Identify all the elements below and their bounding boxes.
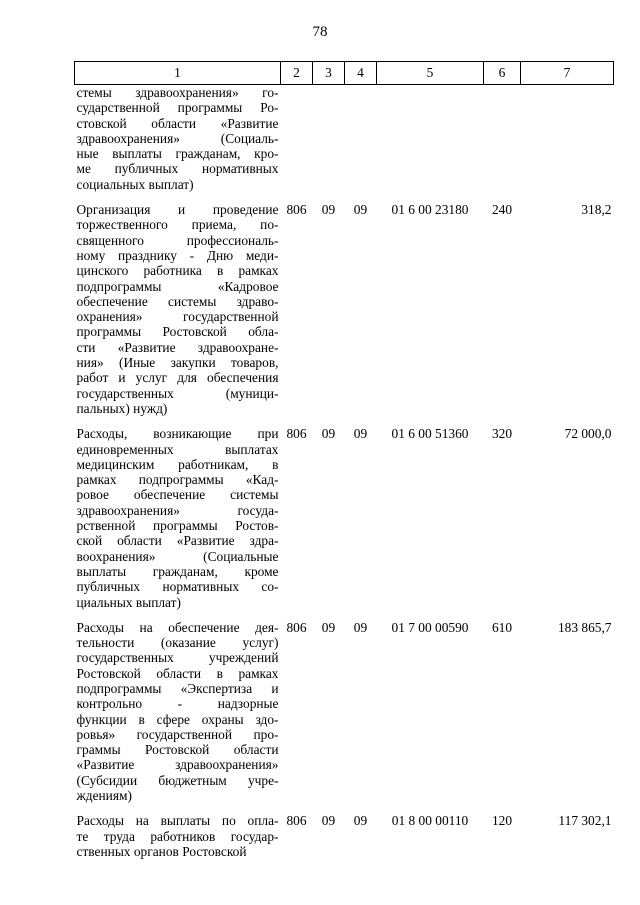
row-spacer: [75, 610, 614, 620]
row-description: [75, 202, 281, 416]
row-target-article: 01 8 00 00110: [391, 813, 469, 829]
description-line: ния» (Иные закупки товаров,: [76, 355, 279, 371]
description-line: ждениям): [76, 788, 132, 804]
row-expense-type: 610: [491, 619, 513, 635]
row-subsection-code: [345, 85, 377, 193]
header-row: [75, 62, 614, 85]
row-target-article: 01 6 00 51360: [391, 426, 469, 442]
header-col-7: 7: [521, 62, 614, 85]
description-line: сти «Развитие здравоохране-: [76, 339, 279, 355]
row-target-article: 01 7 00 00590: [391, 619, 469, 635]
description-line: стовской области «Развитие: [76, 115, 279, 131]
description-line: здравоохранения» госуда-: [76, 502, 279, 518]
row-description: [75, 813, 281, 859]
row-ministry-code: [281, 85, 313, 193]
table-row: [75, 620, 614, 804]
table-row: [75, 426, 614, 610]
description-line: охранения» государственной: [76, 309, 279, 325]
description-line: циальных выплат): [76, 594, 181, 610]
description-line: единовременных выплатах: [76, 441, 279, 457]
description-line: Расходы, возникающие при: [76, 426, 279, 442]
description-line: граммы Ростовской области: [76, 742, 279, 758]
row-section-code: 09: [321, 813, 336, 829]
description-line: ственных органов Ростовской: [76, 843, 247, 859]
row-spacer: [75, 416, 614, 426]
row-amount: 117 302,1: [558, 813, 612, 829]
description-line: программы Ростовской обла-: [76, 324, 279, 340]
row-ministry-code: 806: [286, 426, 307, 442]
description-line: пальных) нужд): [76, 400, 168, 416]
description-line: функции в сфере охраны здо-: [76, 711, 279, 727]
row-description: [75, 620, 281, 804]
table-row: [75, 202, 614, 416]
header-col-4: 4: [345, 62, 377, 85]
row-subsection-code: 09: [353, 813, 368, 829]
description-line: рамках подпрограммы «Кад-: [76, 472, 279, 488]
table-row: [75, 85, 614, 193]
description-line: Расходы на обеспечение дея-: [76, 619, 279, 635]
description-line: ровое обеспечение системы: [76, 487, 279, 503]
description-line: публичных нормативных со-: [76, 579, 279, 595]
row-ministry-code: 806: [286, 813, 307, 829]
table-row: [75, 813, 614, 859]
row-subsection-code: 09: [353, 619, 368, 635]
table-body: [75, 85, 614, 860]
description-line: цинского работника в рамках: [76, 263, 279, 279]
row-expense-type: [484, 85, 521, 193]
description-line: ному празднику - Дню меди-: [76, 247, 279, 263]
description-line: тельности (оказание услуг): [76, 635, 279, 651]
row-subsection-code: 09: [353, 202, 368, 218]
row-expense-type: 240: [491, 202, 513, 218]
header-col-5: 5: [377, 62, 484, 85]
row-section-code: 09: [321, 426, 336, 442]
description-line: стемы здравоохранения» го-: [76, 85, 279, 100]
description-line: рственной программы Ростов-: [76, 518, 279, 534]
row-section-code: 09: [321, 202, 336, 218]
description-line: ме публичных нормативных: [76, 161, 279, 177]
description-line: выплаты гражданам, кроме: [76, 563, 279, 579]
row-ministry-code: 806: [286, 619, 307, 635]
description-line: подпрограммы «Экспертиза и: [76, 680, 279, 696]
row-ministry-code: 806: [286, 202, 307, 218]
description-line: здравоохранения» (Социаль-: [76, 130, 279, 146]
description-line: ской области «Развитие здра-: [76, 533, 279, 549]
row-section-code: [313, 85, 345, 193]
row-amount: 318,2: [581, 202, 612, 218]
description-line: сударственной программы Ро-: [76, 100, 279, 116]
row-spacer: [75, 803, 614, 813]
description-line: социальных выплат): [76, 176, 194, 192]
row-description: [75, 85, 281, 193]
row-section-code: 09: [321, 619, 336, 635]
header-col-2: 2: [281, 62, 313, 85]
row-description: [75, 426, 281, 610]
description-line: те труда работников государ-: [76, 828, 279, 844]
description-line: Организация и проведение: [76, 202, 279, 218]
description-line: ные выплаты гражданам, кро-: [76, 146, 279, 162]
description-line: работ и услуг для обеспечения: [76, 370, 279, 386]
description-line: «Развитие здравоохранения»: [76, 757, 279, 773]
description-line: Ростовской области в рамках: [76, 665, 279, 681]
description-line: воохранения» (Социальные: [76, 548, 279, 564]
description-line: контрольно - надзорные: [76, 696, 279, 712]
description-line: подпрограммы «Кадровое: [76, 278, 279, 294]
description-line: Расходы на выплаты по опла-: [76, 813, 279, 829]
row-expense-type: 120: [491, 813, 513, 829]
row-target-article: [377, 85, 484, 193]
row-amount: [521, 85, 614, 193]
page-number: 78: [312, 24, 328, 40]
description-line: торжественного приема, по-: [76, 217, 279, 233]
header-col-1: 1: [75, 62, 281, 85]
budget-table: [74, 61, 614, 859]
header-col-3: 3: [313, 62, 345, 85]
description-line: священного профессиональ-: [76, 232, 279, 248]
description-line: обеспечение системы здраво-: [76, 293, 279, 309]
description-line: медицинским работникам, в: [76, 456, 279, 472]
row-subsection-code: 09: [353, 426, 368, 442]
header-col-6: 6: [484, 62, 521, 85]
row-amount: 72 000,0: [564, 426, 612, 442]
description-line: государственных учреждений: [76, 650, 279, 666]
description-line: государственных (муници-: [76, 385, 279, 401]
row-target-article: 01 6 00 23180: [391, 202, 469, 218]
row-expense-type: 320: [491, 426, 513, 442]
row-amount: 183 865,7: [557, 619, 612, 635]
row-spacer: [75, 192, 614, 202]
description-line: (Субсидии бюджетным учре-: [76, 772, 279, 788]
description-line: ровья» государственной про-: [76, 726, 279, 742]
